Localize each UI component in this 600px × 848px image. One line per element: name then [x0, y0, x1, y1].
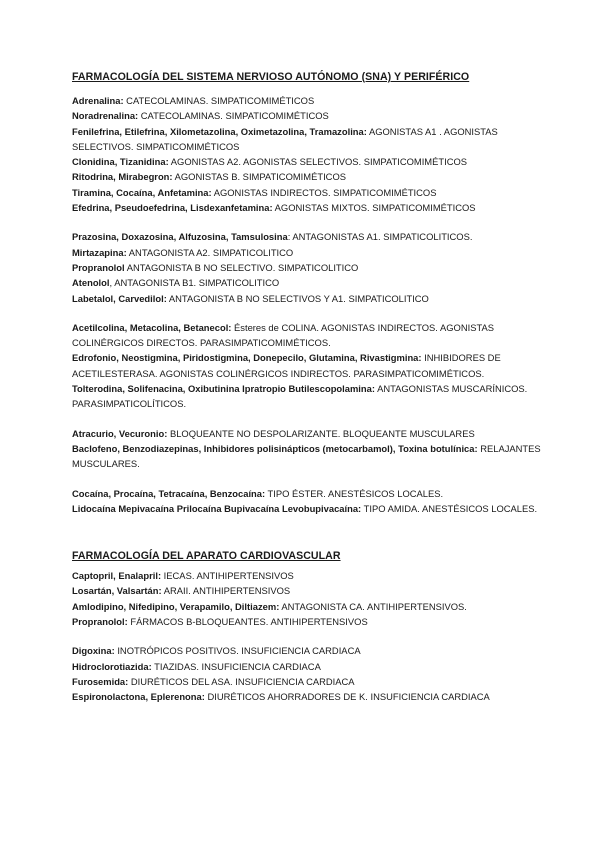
- drug-entry: Noradrenalina: CATECOLAMINAS. SIMPATICOMIMÉTICOS: [72, 110, 329, 122]
- drug-entry: Espironolactona, Eplerenona: DIURÉTICOS AHORRADORES DE K. INSUFICIENCIA CARDIACA: [72, 691, 490, 703]
- drug-entry: Acetilcolina, Metacolina, Betanecol: Ésteres de COLINA. AGONISTAS INDIRECTOS. AGONISTAS COLINÉRGICOS DIRECTOS. PARASIMPATICOMIMÉTICOS.: [72, 321, 494, 349]
- drug-entry: Tolterodina, Solifenacina, Oxibutinina Ipratropio Butilescopolamina: ANTAGONISTAS MUSCARÍNICOS. PARASIMPATICOLÍTICOS.: [72, 383, 528, 410]
- spacer: [72, 306, 542, 320]
- group-insuficiencia-cardiaca: [72, 643, 542, 704]
- drug-entry: Efedrina, Pseudoefedrina, Lisdexanfetamina: AGONISTAS MIXTOS. SIMPATICOMIMÉTICOS: [72, 202, 476, 214]
- drug-entry: Amlodipino, Nifedipino, Verapamilo, Diltiazem: ANTAGONISTA CA. ANTIHIPERTENSIVOS.: [72, 600, 467, 612]
- drug-entry: Lidocaína Mepivacaína Prilocaína Bupivacaína Levobupivacaína: TIPO AMIDA. ANESTÉSICOS LOCALES.: [72, 502, 538, 514]
- drug-entry: Cocaína, Procaína, Tetracaína, Benzocaína: TIPO ÉSTER. ANESTÉSICOS LOCALES.: [72, 487, 444, 499]
- drug-entry: Mirtazapina: ANTAGONISTA A2. SIMPATICOLITICO: [72, 246, 294, 258]
- drug-entry: Losartán, Valsartán: ARAII. ANTIHIPERTENSIVOS: [72, 585, 291, 597]
- group-antihipertensivos: [72, 568, 542, 629]
- drug-entry: Atracurio, Vecuronio: BLOQUEANTE NO DESPOLARIZANTE. BLOQUEANTE MUSCULARES: [72, 427, 475, 439]
- drug-entry: Clonidina, Tizanidina: AGONISTAS A2. AGONISTAS SELECTIVOS. SIMPATICOMIMÉTICOS: [72, 156, 468, 168]
- spacer: [72, 629, 542, 643]
- section-title-cardiovascular: FARMACOLOGÍA DEL APARATO CARDIOVASCULAR: [72, 550, 341, 563]
- group-anestesicos-locales: [72, 486, 542, 517]
- drug-entry: Propranolol: FÁRMACOS B-BLOQUEANTES. ANTIHIPERTENSIVOS: [72, 616, 368, 628]
- group-relajantes-musculares: [72, 426, 542, 472]
- spacer: [72, 412, 542, 426]
- drug-entry: Labetalol, Carvedilol: ANTAGONISTA B NO SELECTIVOS Y A1. SIMPATICOLITICO: [72, 292, 429, 304]
- drug-entry: Prazosina, Doxazosina, Alfuzosina, Tamsulosina: ANTAGONISTAS A1. SIMPATICOLITICOS.: [72, 231, 473, 243]
- drug-entry: Baclofeno, Benzodiazepinas, Inhibidores polisinápticos (metocarbamol), Toxina botulínica: RELAJANTES MUSCULARES.: [72, 442, 541, 470]
- drug-entry: Digoxina: INOTRÓPICOS POSITIVOS. INSUFICIENCIA CARDIACA: [72, 645, 361, 657]
- drug-entry: Captopril, Enalapril: IECAS. ANTIHIPERTENSIVOS: [72, 570, 294, 582]
- spacer: [72, 215, 542, 229]
- document-page: [72, 70, 542, 705]
- drug-entry: Edrofonio, Neostigmina, Piridostigmina, Donepecilo, Glutamina, Rivastigmina: INHIBIDORES DE ACETILESTERASA. AGONISTAS COLINÉRGICOS INDIRECTOS. PARASIMPATICOMIMÉTICOS.: [72, 352, 501, 379]
- drug-entry: Hidroclorotiazida: TIAZIDAS. INSUFICIENCIA CARDIACA: [72, 660, 321, 672]
- drug-entry: Ritodrina, Mirabegron: AGONISTAS B. SIMPATICOMIMÉTICOS: [72, 171, 346, 183]
- spacer: [72, 472, 542, 486]
- drug-entry: Atenolol, ANTAGONISTA B1. SIMPATICOLITICO: [72, 277, 280, 289]
- group-simpaticomimeticos: [72, 93, 542, 215]
- drug-entry: Furosemida: DIURÉTICOS DEL ASA. INSUFICIENCIA CARDIACA: [72, 675, 355, 687]
- group-simpaticoliticos: [72, 229, 542, 305]
- drug-entry: Tiramina, Cocaína, Anfetamina: AGONISTAS INDIRECTOS. SIMPATICOMIMÉTICOS: [72, 186, 437, 198]
- section-title-sna: FARMACOLOGÍA DEL SISTEMA NERVIOSO AUTÓNOMO (SNA) Y PERIFÉRICO: [72, 71, 470, 83]
- group-parasimpaticos: [72, 320, 542, 412]
- drug-entry: Adrenalina: CATECOLAMINAS. SIMPATICOMIMÉTICOS: [72, 95, 315, 106]
- drug-entry: Propranolol ANTAGONISTA B NO SELECTIVO. SIMPATICOLITICO: [72, 261, 359, 273]
- drug-entry: Fenilefrina, Etilefrina, Xilometazolina, Oximetazolina, Tramazolina: AGONISTAS A1 . AGONISTAS SELECTIVOS. SIMPATICOMIMÉTICOS: [72, 125, 498, 152]
